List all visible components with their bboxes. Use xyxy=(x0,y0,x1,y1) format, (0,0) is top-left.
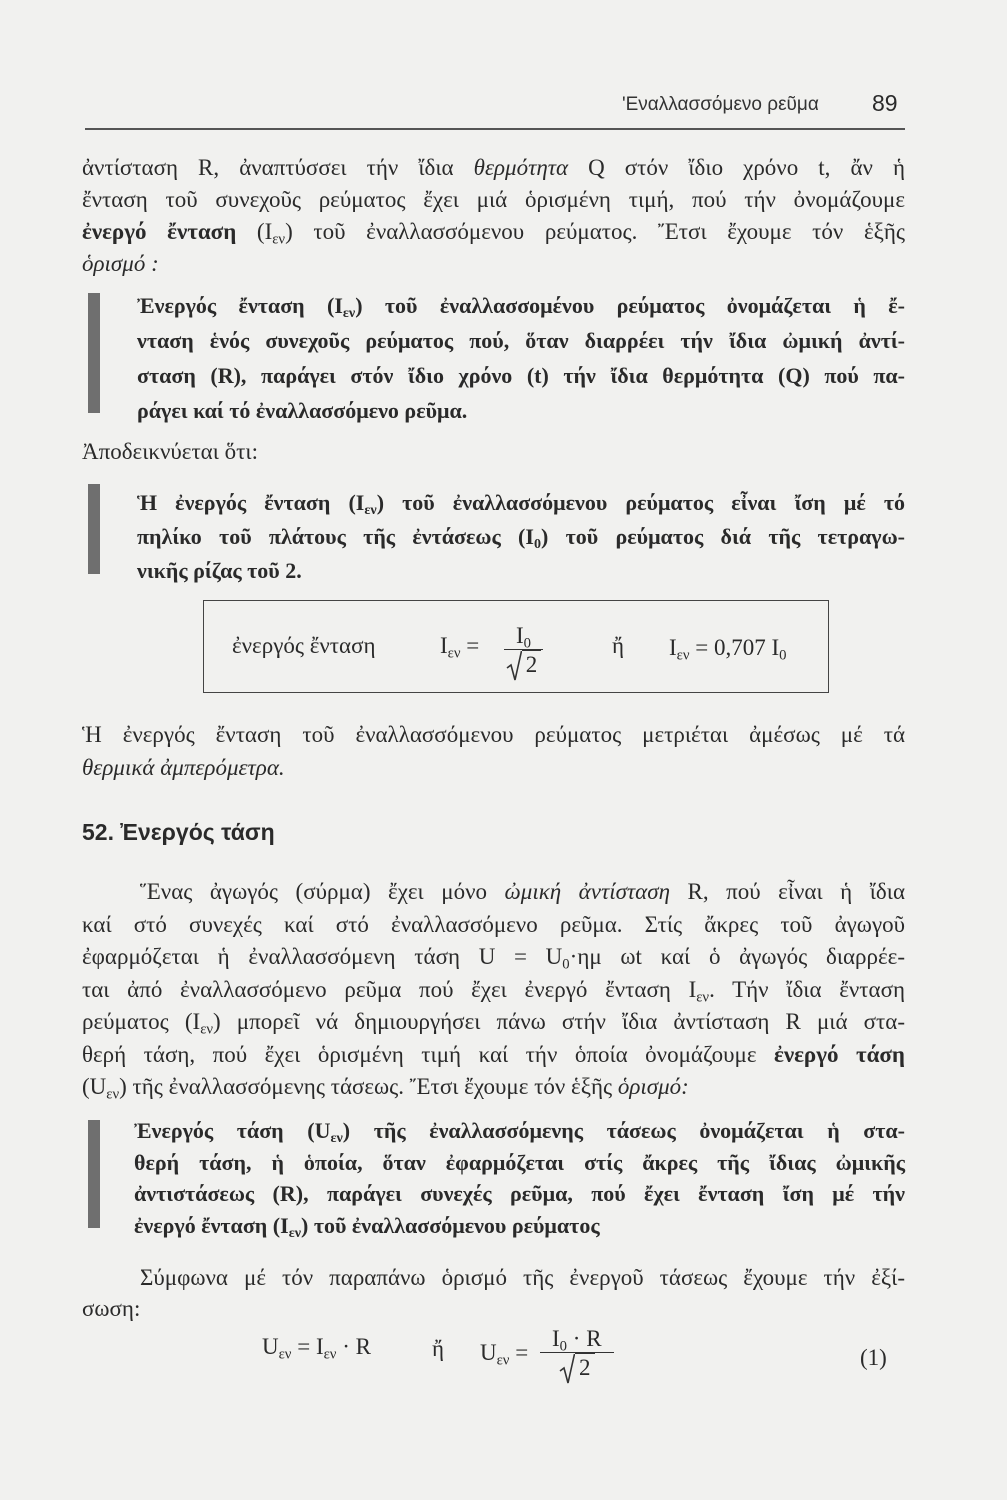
text-line: $(U_{\varepsilon\nu})$ τῆς ἐναλλασσόμενης τάσεως. Ἔτσι ἔχουμε τόν ἑξῆς ὁρισμό: xyxy=(82,1074,689,1103)
text-line: θερή τάση, πού ἔχει ὁρισμένη τιμή καί τήν ὁποία ὀνομάζουμε ἐνεργό τάση xyxy=(82,1041,905,1067)
italic-text: ὁρισμό: xyxy=(617,1074,689,1099)
bold-text: ἐνεργό ἔνταση xyxy=(82,219,237,244)
definition-effective-current xyxy=(137,288,905,428)
text-line: ται ἀπό ἐναλλασσόμενο ρεῦμα πού ἔχει ἐνεργό ἔνταση $I_{\varepsilon\nu}$. Τήν ἴδια ἔνταση xyxy=(82,976,906,1005)
italic-text: ὠμική ἀντίσταση xyxy=(504,879,670,904)
text-line: νταση ἑνός συνεχοῦς ρεύματος πού, ὅταν διαρρέει τήν ἴδια ὠμική ἀντί- xyxy=(137,328,905,353)
text-line xyxy=(82,248,905,280)
text-line: ρεύματος $(I_{\varepsilon\nu})$ μπορεῖ νά δημιουργήσει πάνω στήν ἴδια ἀντίσταση R μιά στα- xyxy=(82,1009,905,1038)
text-line: καί στό συνεχές καί στό ἐναλλασσόμενο ρεῦμα. Στίς ἄκρες τοῦ ἀγωγοῦ xyxy=(82,911,905,937)
section-number: 52. xyxy=(82,819,114,845)
formula-rhs: $I_{\varepsilon\nu} = 0,707$ $I_0$ xyxy=(669,635,787,664)
paragraph-equation-intro xyxy=(82,1262,905,1324)
subscript: εν xyxy=(496,1352,510,1369)
subscript: 0 xyxy=(559,1338,568,1355)
equation-or: ἤ xyxy=(432,1336,445,1361)
equation-number: (1) xyxy=(860,1345,887,1370)
italic-text: θερμότητα xyxy=(473,155,569,180)
text-line: νικῆς ρίζας τοῦ 2. xyxy=(137,558,302,583)
subscript: 0 xyxy=(523,635,532,652)
subscript: εν xyxy=(278,1346,292,1363)
text-line: σωση: xyxy=(82,1296,141,1321)
sqrt-sign xyxy=(559,1353,575,1385)
proof-intro xyxy=(82,436,905,468)
subscript: εν xyxy=(364,502,377,519)
text-line xyxy=(82,751,905,784)
definition-marker-bar xyxy=(88,1120,100,1228)
subscript: εν xyxy=(272,231,286,248)
equation-left: $U_{\varepsilon\nu} = I_{\varepsilon\nu} \cdot R$ xyxy=(262,1334,371,1363)
sqrt-sign xyxy=(506,650,522,682)
text-line: Ἐνεργός τάση $(U_{\varepsilon\nu})$ τῆς ἐναλλασσόμενης τάσεως ὀνομάζεται ἡ στα- xyxy=(134,1118,905,1147)
italic-text: θερμικά ἀμπερόμετρα. xyxy=(82,755,285,780)
italic-text: ὁρισμό : xyxy=(82,251,159,276)
text-line: πηλίκο τοῦ πλάτους τῆς ἐντάσεως $(I_0)$ τοῦ ρεύματος διά τῆς τετραγω- xyxy=(137,524,905,553)
section-title: Ἐνεργός τάση xyxy=(120,819,275,845)
subscript: εν xyxy=(106,1086,120,1103)
formula-lhs: $I_{\varepsilon\nu}$ = xyxy=(440,633,480,662)
equation-lhs: $U_{\varepsilon\nu}$ = xyxy=(480,1340,529,1369)
subscript: εν xyxy=(330,1130,343,1147)
text-line: ράγει καί τό ἐναλλασσόμενο ρεῦμα. xyxy=(137,398,468,423)
text-line: ἀντίσταση R, ἀναπτύσσει τήν ἴδια θερμότητα Q στόν ἴδιο χρόνο t, ἄν ἡ xyxy=(82,155,905,180)
definition-effective-voltage xyxy=(134,1115,905,1241)
definition-marker-bar xyxy=(88,293,100,413)
theorem-effective-current xyxy=(137,486,905,588)
text-line: ἔνταση τοῦ συνεχοῦς ρεύματος ἔχει μιά ὁρισμένη τιμή, πού τήν ὀνομάζουμε xyxy=(82,187,905,212)
text-line: ἐνεργό ἔνταση $(I_{\varepsilon\nu})$ τοῦ ἐναλλασσόμενου ρεύματος xyxy=(134,1212,600,1241)
radicand: 2 xyxy=(575,1353,595,1382)
fraction-numerator: $I_0$ xyxy=(504,623,543,650)
fraction-denominator xyxy=(506,650,542,682)
text-line: Σύμφωνα μέ τόν παραπάνω ὁρισμό τῆς ἐνεργοῦ τάσεως ἔχουμε τήν ἐξί- xyxy=(140,1265,905,1290)
text-line: ἐνεργό ἔνταση $(I_{\varepsilon\nu})$ τοῦ ἐναλλασσόμενου ρεύματος. Ἔτσι ἔχουμε τόν ἑξῆς xyxy=(82,219,905,248)
header-rule xyxy=(85,128,905,130)
subscript: εν xyxy=(200,1021,214,1038)
text-line: Ἕνας ἀγωγός (σύρμα) ἔχει μόνο ὠμική ἀντίσταση R, πού εἶναι ἡ ἴδια xyxy=(140,879,906,904)
running-header-title: 'Εναλλασσόμενο ρεῦμα xyxy=(622,94,819,115)
fraction-numerator: $I_0 \cdot R$ xyxy=(540,1326,614,1353)
paragraph-measurement xyxy=(82,718,905,784)
subscript: εν xyxy=(696,988,710,1005)
bold-text: ἐνεργό τάση xyxy=(774,1041,905,1067)
subscript: εν xyxy=(288,1224,301,1241)
subscript: εν xyxy=(323,1346,337,1363)
text-line: ἀντιστάσεως (R), παράγει συνεχές ρεῦμα, πού ἔχει ἔνταση ἴση μέ τήν xyxy=(134,1181,905,1206)
subscript: εν xyxy=(342,305,356,322)
text-line: σταση (R), παράγει στόν ἴδιο χρόνο (t) τήν ἴδια θερμότητα (Q) πού πα- xyxy=(137,363,905,388)
text-line: θερή τάση, ἡ ὁποία, ὅταν ἐφαρμόζεται στίς ἄκρες τῆς ἴδιας ὠμικῆς xyxy=(134,1149,905,1175)
subscript: 0 xyxy=(533,536,541,553)
text-line: ἐφαρμόζεται ἡ ἐναλλασσόμενη τάση $U = U_0\cdot\eta\mu$ ωt καί ὁ ἀγωγός διαρρέε- xyxy=(82,944,905,973)
formula-label: ἐνεργός ἔνταση xyxy=(232,633,376,658)
paragraph-effective-voltage xyxy=(82,876,905,1104)
subscript: εν xyxy=(447,645,461,662)
text-line: Ἡ ἐνεργός ἔνταση $(I_{\varepsilon\nu})$ τοῦ ἐναλλασσόμενου ρεύματος εἶναι ἴση μέ τό xyxy=(137,490,905,519)
fraction-denominator xyxy=(559,1353,595,1385)
text-line: Ἀποδεικνύεται ὅτι: xyxy=(82,439,258,464)
formula-or: ἤ xyxy=(612,633,625,658)
section-heading xyxy=(82,816,275,848)
page-number: 89 xyxy=(872,90,898,116)
subscript: 0 xyxy=(779,647,787,664)
paragraph-intro xyxy=(82,152,905,280)
formula-box xyxy=(203,600,829,693)
equation-fraction xyxy=(540,1326,614,1385)
text-line: Ἡ ἐνεργός ἔνταση τοῦ ἐναλλασσόμενου ρεύματος μετριέται ἀμέσως μέ τά xyxy=(82,722,905,747)
fraction xyxy=(504,623,543,682)
radicand: 2 xyxy=(522,650,542,679)
text-line: Ἐνεργός ἔνταση $(I_{\varepsilon\nu})$ τοῦ ἐναλλασσομένου ρεύματος ὀνομάζεται ἡ ἔ- xyxy=(137,293,905,322)
subscript: 0 xyxy=(562,956,570,973)
definition-marker-bar xyxy=(88,484,100,574)
subscript: εν xyxy=(676,647,690,664)
